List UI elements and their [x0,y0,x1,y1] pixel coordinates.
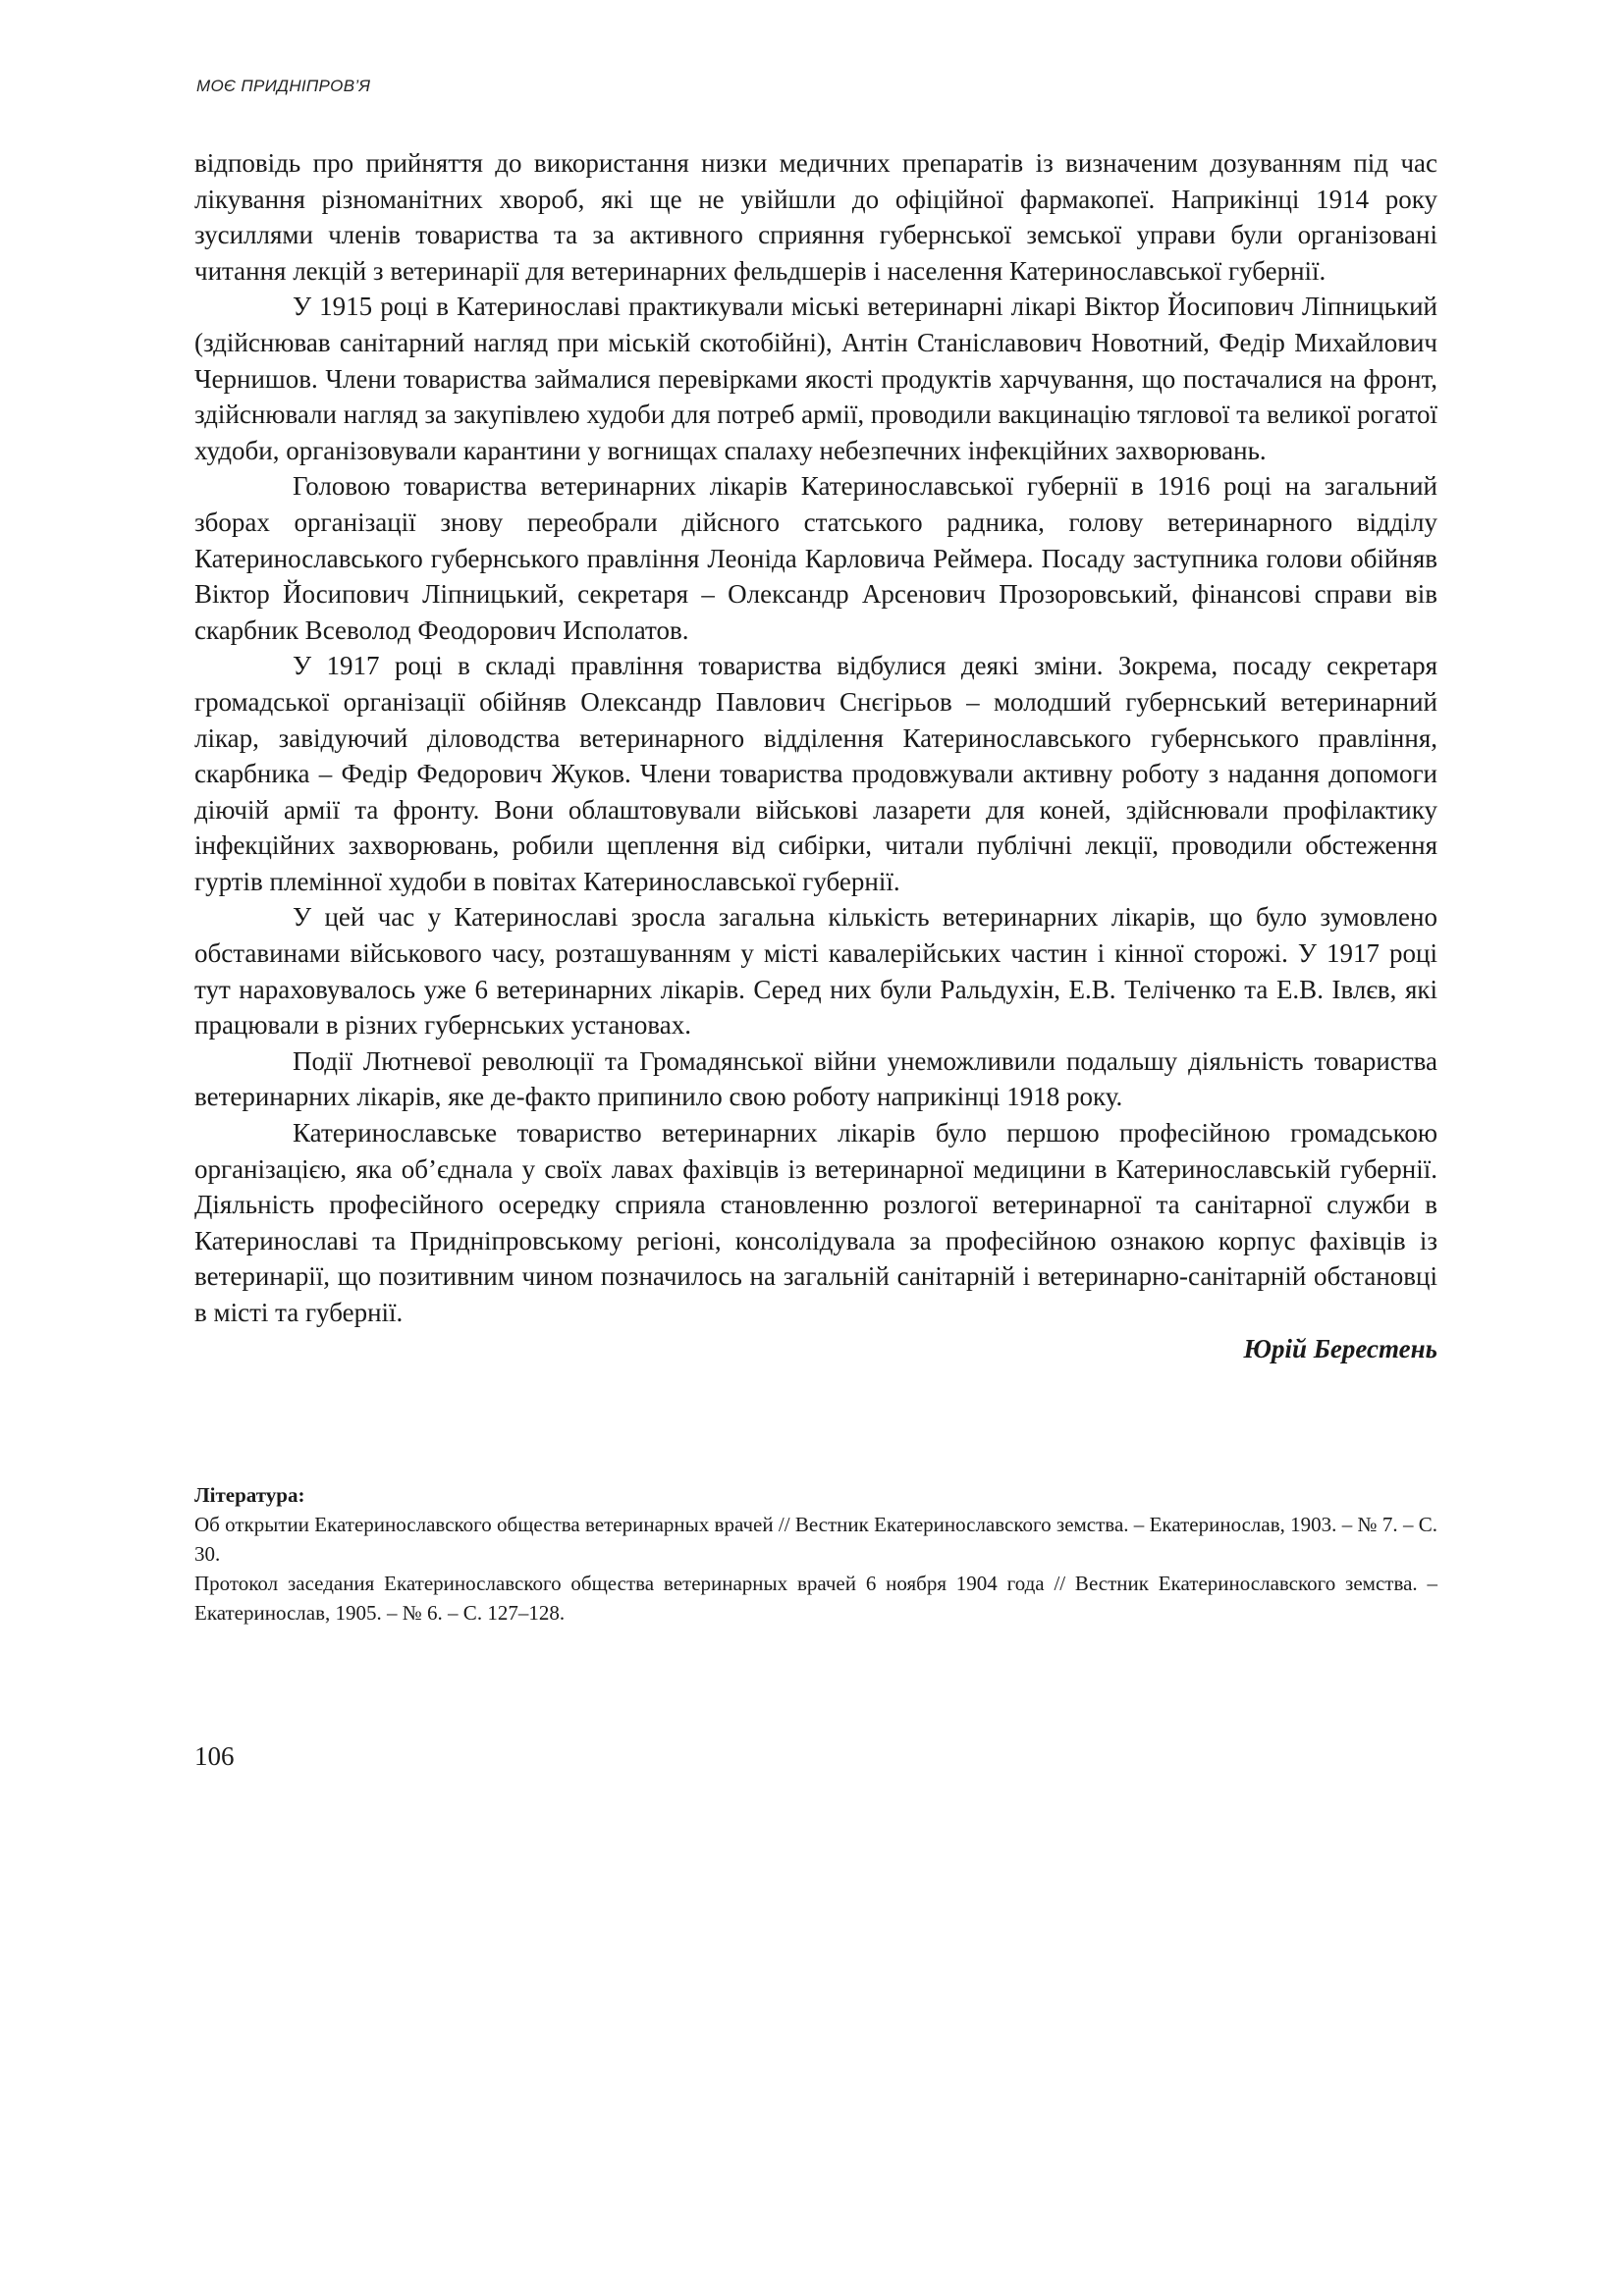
article-body [194,145,1437,1366]
paragraph: Катеринославське товариство ветеринарних лікарів було першою професійною громадською організацією, яка об’єднала у своїх лавах фахівців із ветеринарної медицини в Катеринославській губернії. Діяльність професійного осередку сприяла становленню розлогої ветеринарної та санітарної служби в Катеринославі та Придніпровському регіоні, консолідувала за професійною ознакою корпус фахівців із ветеринарії, що позитивним чином позначилось на загальній санітарній і ветеринарно-санітарній обстановці в місті та губернії. [194,1118,1437,1327]
paragraph: Головою товариства ветеринарних лікарів Катеринославської губернії в 1916 році на загальний зборах організації знову переобрали дійсного статського радника, голову ветеринарного відділу Катеринославського губернського правління Леоніда Карловича Реймера. Посаду заступника голови обійняв Віктор Йосипович Ліпницький, секретаря – Олександр Арсенович Прозоровський, фінансові справи вів скарбник Всеволод Феодорович Исполатов. [194,471,1437,645]
paragraph: Події Лютневої революції та Громадянської війни унеможливили подальшу діяльність товариства ветеринарних лікарів, яке де-факто припинило свою роботу наприкінці 1918 року. [194,1045,1437,1112]
literature-item: Протокол заседания Екатеринославского общества ветеринарных врачей 6 ноября 1904 года // Вестник Екатеринославского земства. – Екатеринослав, 1905. – № 6. – С. 127–128. [194,1572,1437,1625]
author-signature: Юрій Берестень [1243,1333,1437,1363]
paragraph: У 1917 році в складі правління товариства відбулися деякі зміни. Зокрема, посаду секретаря громадської організації обійняв Олександр Павлович Снєгірьов – молодший губернський ветеринарний лікар, завідуючий діловодства ветеринарного відділення Катеринославського губернського правління, скарбника – Федір Федорович Жуков. Члени товариства продовжували активну роботу з надання допомоги діючій армії та фронту. Вони облаштовували військові лазарети для коней, здійснювали профілактику інфекційних захворювань, робили щеплення від сибірки, читали публічні лекції, проводили обстеження гуртів племінної худоби в повітах Катеринославської губернії. [194,651,1437,896]
running-head: МОЄ ПРИДНІПРОВ’Я [196,77,371,95]
paragraph-continuation: відповідь про прийняття до використання низки медичних препаратів із визначеним дозуванням під час лікування різноманітних хвороб, які ще не увійшли до офіційної фармакопеї. Наприкінці 1914 року зусиллями членів товариства та за активного сприяння губернської земської управи були організовані читання лекцій з ветеринарії для ветеринарних фельдшерів і населення Катеринославської губернії. [194,148,1437,286]
paragraph: У цей час у Катеринославі зросла загальна кількість ветеринарних лікарів, що було зумовлено обставинами військового часу, розташуванням у місті кавалерійських частин і кінної сторожі. У 1917 році тут нараховувалось уже 6 ветеринарних лікарів. Серед них були Ральдухін, Е.В. Теліченко та Е.В. Івлєв, які працювали в різних губернських установах. [194,902,1437,1041]
literature-item: Об открытии Екатеринославского общества ветеринарных врачей // Вестник Екатеринославского земства. – Екатеринослав, 1903. – № 7. – С. 30. [194,1513,1437,1566]
literature-heading: Література: [194,1483,305,1507]
page-number: 106 [194,1741,235,1771]
literature-section [194,1480,1437,1628]
paragraph: У 1915 році в Катеринославі практикували міські ветеринарні лікарі Віктор Йосипович Ліпницький (здійснював санітарний нагляд при міській скотобійні), Антін Станіславович Новотний, Федір Михайлович Чернишов. Члени товариства займалися перевірками якості продуктів харчування, що постачалися на фронт, здійснювали нагляд за закупівлею худоби для потреб армії, проводили вакцинацію тяглової та великої рогатої худоби, організовували карантини у вогнищах спалаху небезпечних інфекційних захворювань. [194,292,1437,465]
